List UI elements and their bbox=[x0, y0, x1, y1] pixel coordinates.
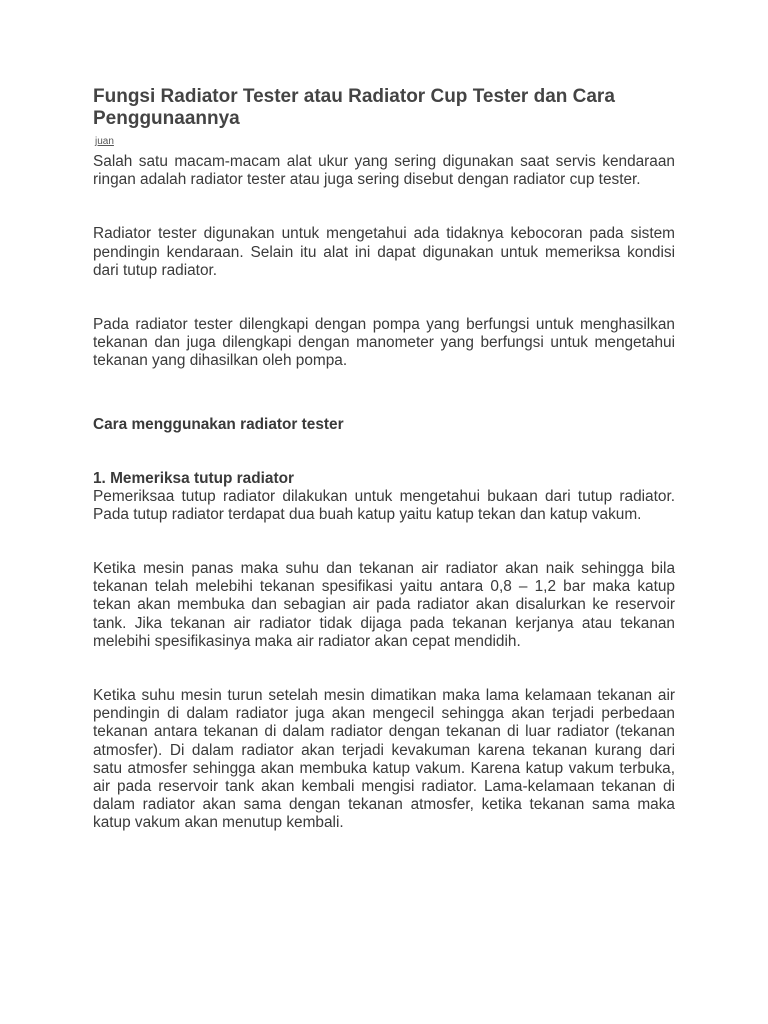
step1-heading: 1. Memeriksa tutup radiator bbox=[93, 469, 294, 487]
purpose-paragraph: Radiator tester digunakan untuk mengetahui ada tidaknya kebocoran pada sistem pendingin kendaraan. Selain itu alat ini dapat digunakan untuk memeriksa kondisi dari tutup radiator. bbox=[93, 225, 675, 279]
step1-paragraph-1: Pemeriksaa tutup radiator dilakukan untuk mengetahui bukaan dari tutup radiator. Pada tutup radiator terdapat dua buah katup yaitu katup tekan dan katup vakum. bbox=[93, 487, 675, 523]
author-link[interactable]: juan bbox=[95, 136, 114, 147]
equipment-paragraph: Pada radiator tester dilengkapi dengan pompa yang berfungsi untuk menghasilkan tekanan dan juga dilengkapi dengan manometer yang berfungsi untuk mengetahui tekanan yang dihasilkan oleh pompa. bbox=[93, 316, 675, 370]
article-title: Fungsi Radiator Tester atau Radiator Cup Tester dan Cara Penggunaannya bbox=[93, 86, 615, 129]
document-page bbox=[93, 86, 675, 833]
step1-paragraph-2: Ketika mesin panas maka suhu dan tekanan air radiator akan naik sehingga bila tekanan telah melebihi tekanan spesifikasi yaitu antara 0,8 – 1,2 bar maka katup tekan akan membuka dan sebagian air pada radiator akan disalurkan ke reservoir tank. Jika tekanan air radiator tidak dijaga pada tekanan kerjanya atau tekanan melebihi spesifikasinya maka air radiator akan cepat mendidih. bbox=[93, 560, 675, 650]
intro-paragraph: Salah satu macam-macam alat ukur yang sering digunakan saat servis kendaraan ringan adalah radiator tester atau juga sering disebut dengan radiator cup tester. bbox=[93, 153, 675, 189]
step1-paragraph-3: Ketika suhu mesin turun setelah mesin dimatikan maka lama kelamaan tekanan air pendingin di dalam radiator juga akan mengecil sehingga akan terjadi perbedaan tekanan antara tekanan di dalam radiator dengan tekanan di luar radiator (tekanan atmosfer). Di dalam radiator akan terjadi kevakuman karena tekanan kurang dari satu atmosfer sehingga akan membuka katup vakum. Karena katup vakum terbuka, air pada reservoir tank akan kembali mengisi radiator. Lama-kelamaan tekanan di dalam radiator akan sama dengan tekanan atmosfer, ketika tekanan sama maka katup vakum akan menutup kembali. bbox=[93, 687, 675, 832]
section-heading: Cara menggunakan radiator tester bbox=[93, 415, 344, 433]
